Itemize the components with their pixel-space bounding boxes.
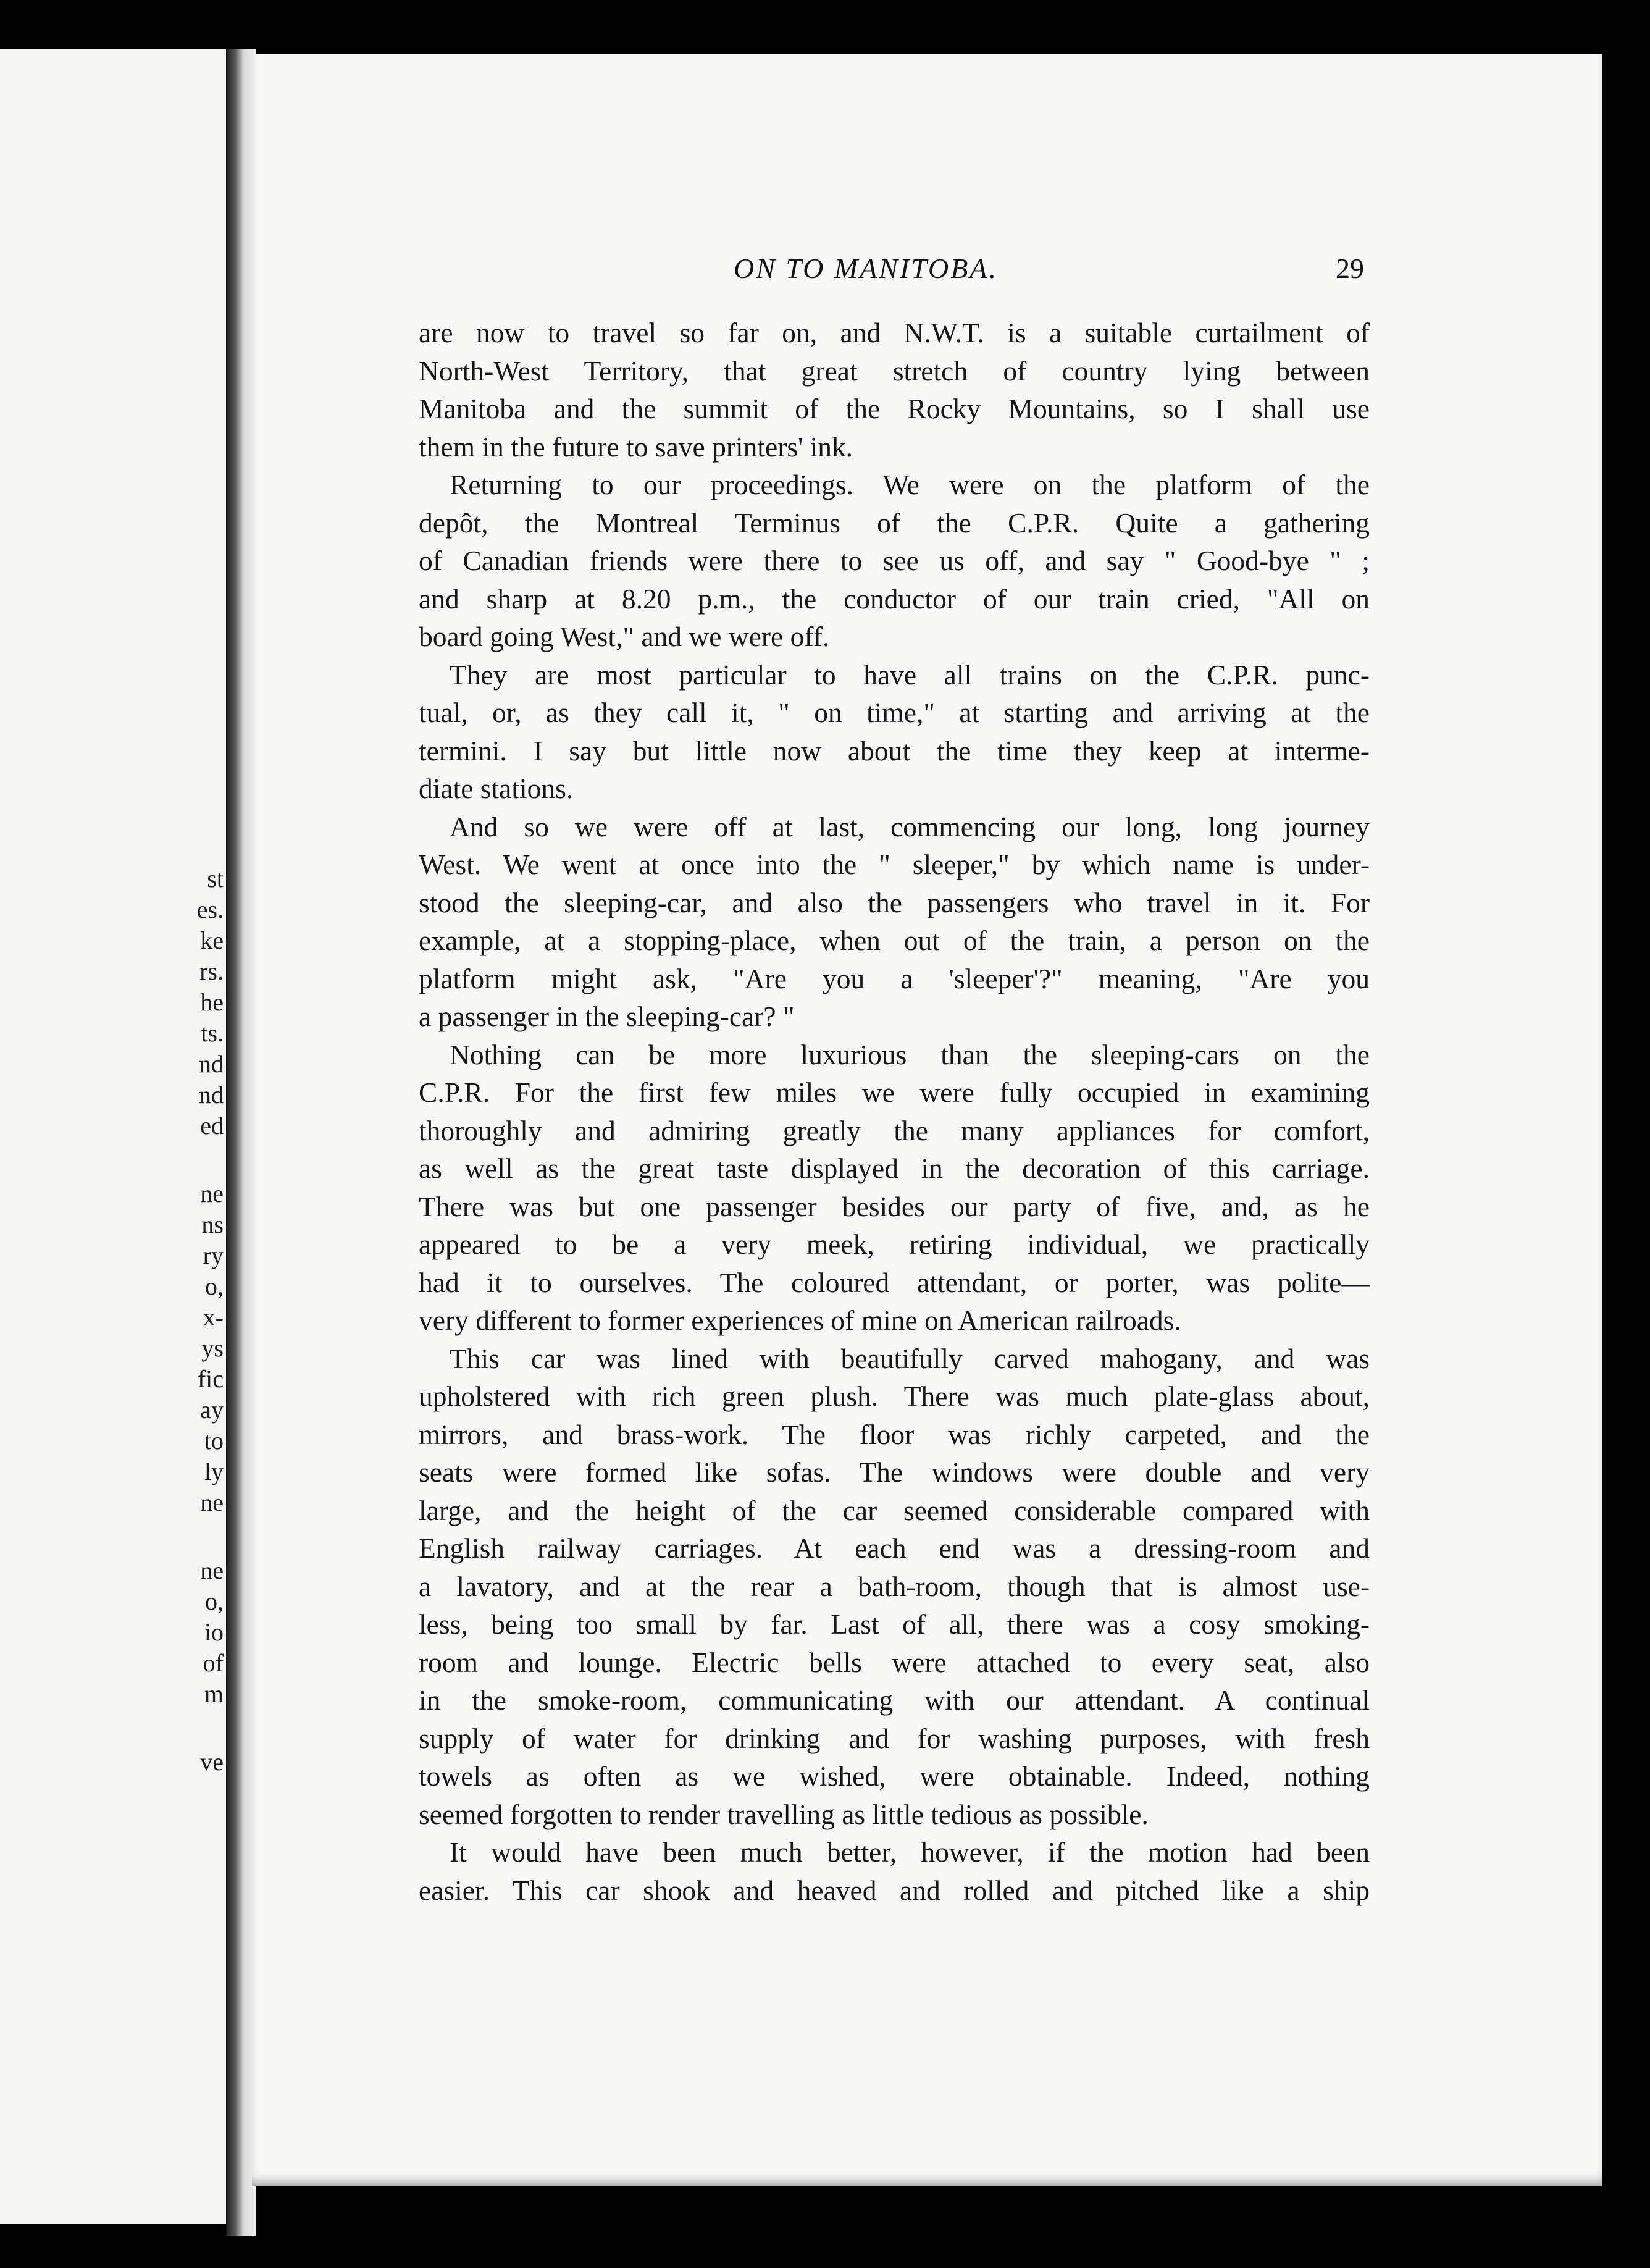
left-page-fragment: ts. [201,1019,224,1047]
text-line: a lavatory, and at the rear a bath-room, though that is almost use- [419,1570,1370,1602]
running-head [252,252,1388,289]
left-page-fragment: ne [200,1489,224,1516]
left-page-fragment: ys [201,1334,224,1362]
paragraph [419,314,1370,466]
left-page-fragment: nd [199,1050,224,1078]
text-line: appeared to be a very meek, retiring individual, we practically [419,1228,1370,1260]
text-line: platform might ask, "Are you a 'sleeper'?" meaning, "Are you [419,962,1370,994]
running-title: ON TO MANITOBA. [734,253,998,284]
left-page-fragment [197,1710,224,1747]
body-text [419,314,1370,1909]
text-line: of Canadian friends were there to see us off, and say " Good-bye " ; [419,545,1370,576]
text-line: a passenger in the sleeping-car? " [419,1001,795,1032]
text-line: easier. This car shook and heaved and rolled and pitched like a ship [419,1874,1370,1906]
paragraph [419,808,1370,1036]
left-page-fragment: fic [197,1365,224,1393]
text-line: termini. I say but little now about the time they keep at interme- [419,734,1370,766]
text-line: had it to ourselves. The coloured attendant, or porter, was polite— [419,1266,1370,1298]
left-page-fragment: he [200,988,224,1016]
left-page-fragment: rs. [199,957,224,985]
page-number: 29 [1336,253,1364,284]
text-line: mirrors, and brass-work. The floor was richly carpeted, and the [419,1418,1370,1450]
left-page-fragment: ed [200,1112,224,1140]
text-line: seemed forgotten to render travelling as little tedious as possible. [419,1798,1149,1830]
left-page-fragment: m [204,1680,224,1708]
paragraph [419,1833,1370,1909]
text-line: This car was lined with beautifully carved mahogany, and was [450,1342,1370,1374]
text-line: It would have been much better, however, if the motion had been [450,1836,1370,1868]
left-page-fragment: ne [200,1180,224,1208]
text-line: them in the future to save printers' ink. [419,430,853,463]
text-line: depôt, the Montreal Terminus of the C.P.R. Quite a gathering [419,506,1370,539]
text-line: Nothing can be more luxurious than the sleeping-cars on the [450,1038,1370,1070]
left-page-fragment [197,1518,224,1555]
left-page-fragment: o, [205,1272,224,1300]
paragraph [419,466,1370,656]
text-line: example, at a stopping-place, when out of the train, a person on the [419,925,1370,956]
text-line: as well as the great taste displayed in the decoration of this carriage. [419,1153,1370,1184]
left-page-fragment: ay [200,1396,224,1424]
text-line: Manitoba and the summit of the Rocky Mountains, so I shall use [419,393,1370,424]
text-line: room and lounge. Electric bells were attached to every seat, also [419,1646,1370,1678]
left-page-fragment: ke [200,926,224,954]
left-page-fragment: ry [203,1241,224,1269]
left-page-fragment: io [204,1618,224,1646]
left-page-fragment: of [203,1649,224,1677]
paragraph [419,656,1370,808]
left-page-fragment: to [204,1427,224,1455]
left-page-fragment: ne [200,1556,224,1584]
paragraph [419,1340,1370,1834]
text-line: seats were formed like sofas. The windows were double and very [419,1456,1370,1488]
text-line: very different to former experiences of mine on American railroads. [419,1304,1181,1336]
left-page-fragment: nd [199,1081,224,1109]
text-line: West. We went at once into the " sleeper," by which name is under- [419,849,1370,880]
text-line: and sharp at 8.20 p.m., the conductor of our train cried, "All on [419,582,1370,615]
text-line: in the smoke-room, communicating with our attendant. A continual [419,1684,1370,1716]
text-line: large, and the height of the car seemed considerable compared with [419,1494,1370,1526]
current-page [252,54,1602,2186]
text-line: C.P.R. For the first few miles we were fully occupied in examining [419,1077,1370,1108]
paragraph [419,1036,1370,1340]
text-line: diate stations. [419,773,574,804]
left-page-fragment [197,1141,224,1178]
left-page-fragment: x- [203,1303,224,1331]
book-gutter [226,49,256,2236]
text-line: stood the sleeping-car, and also the passengers who travel in it. For [419,886,1370,918]
text-line: upholstered with rich green plush. There was much plate-glass about, [419,1380,1370,1412]
left-page-fragment: st [207,865,224,892]
text-line: towels as often as we wished, were obtainable. Indeed, nothing [419,1760,1370,1792]
text-line: thoroughly and admiring greatly the many appliances for comfort, [419,1114,1370,1146]
left-page-fragment: ns [201,1211,224,1238]
text-line: board going West," and we were off. [419,621,830,652]
left-page-fragment: ly [204,1458,224,1485]
text-line: And so we were off at last, commencing our long, long journey [450,810,1370,842]
text-line: less, being too small by far. Last of all, there was a cosy smoking- [419,1608,1370,1640]
text-line: supply of water for drinking and for washing purposes, with fresh [419,1722,1370,1754]
left-page-fragment: o, [205,1587,224,1615]
previous-page-line-fragments [197,863,224,1778]
text-line: Returning to our proceedings. We were on the platform of the [450,469,1370,500]
left-page-fragment: es. [196,896,224,923]
text-line: There was but one passenger besides our party of five, and, as he [419,1190,1370,1222]
left-page-fragment: ve [200,1748,224,1776]
text-line: They are most particular to have all trains on the C.P.R. punc- [450,658,1370,691]
previous-page [0,49,230,2224]
text-line: are now to travel so far on, and N.W.T. is a suitable curtailment of [419,317,1370,348]
text-line: North-West Territory, that great stretch of country lying between [419,355,1370,387]
text-line: English railway carriages. At each end was a dressing-room and [419,1532,1370,1564]
text-line: tual, or, as they call it, " on time," at starting and arriving at the [419,697,1370,728]
